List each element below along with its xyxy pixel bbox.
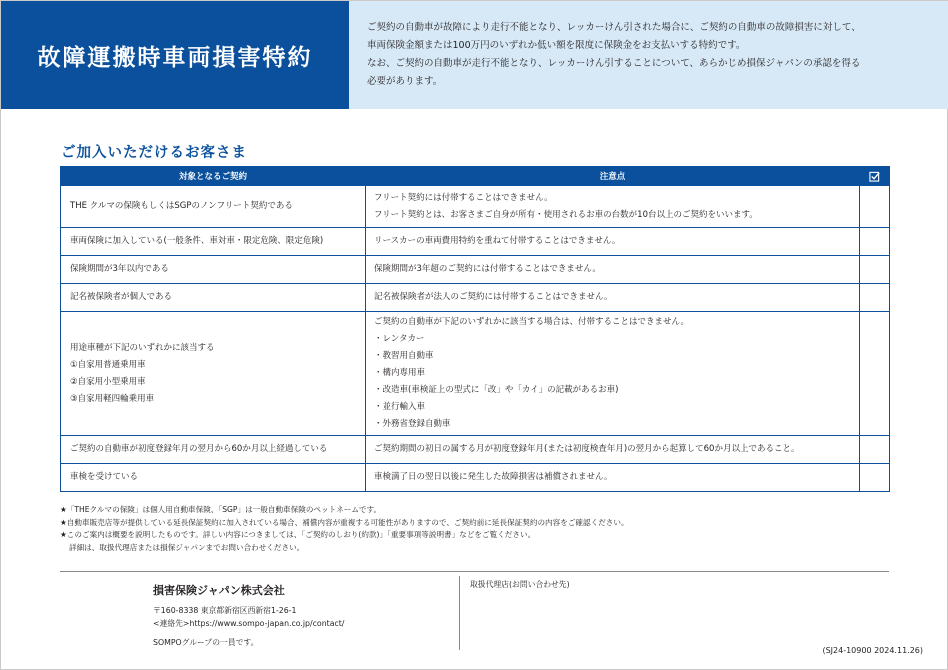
notes-text: フリート契約とは、お客さまご自身が所有・使用されるお車の台数が10台以上のご契約をいいます。 [374,209,758,220]
table-row [61,312,890,436]
target-cell [61,228,366,256]
company-address: 〒160-8338 東京都新宿区西新宿1-26-1 [153,606,297,615]
document-code: (SJ24-10900 2024.11.26) [822,646,923,655]
notes-text: ・並行輸入車 [374,402,426,412]
footnote: ★このご案内は概要を説明したものです。詳しい内容につきましては、「ご契約のしおり(約款)」「重要事項等説明書」などをご覧ください。 [60,530,536,539]
description-line: 必要があります。 [367,76,443,87]
footer-divider [60,571,889,572]
description-line: なお、ご契約の自動車が走行不能となり、レッカーけん引することについて、あらかじめ損保ジャパンの承認を得る [367,58,861,69]
section-title: ご加入いただけるお客さま [61,145,247,161]
company-info [153,583,344,648]
company-group: SOMPOグループの一員です。 [153,638,259,647]
footnotes [60,504,889,554]
notes-cell [366,312,860,436]
check-cell[interactable] [860,186,890,228]
table-row [61,228,890,256]
company-name: 損害保険ジャパン株式会社 [153,584,285,597]
header [1,1,948,109]
target-text: ご契約の自動車が初度登録年月の翌月から60か月以上経過している [70,444,328,454]
check-cell[interactable] [860,436,890,464]
agent-label: 取扱代理店(お問い合わせ先) [470,580,570,589]
target-text: THE クルマの保険もしくはSGPのノンフリート契約である [70,201,293,211]
table-row [61,256,890,284]
description-line: 車両保険金額または100万円のいずれか低い額を限度に保険金をお支払いする特約です。 [367,40,746,51]
target-text: 車両保険に加入している(一般条件、車対車・限定危険、限定危険) [70,236,324,246]
table-header-row [61,167,890,186]
notes-cell [366,436,860,464]
notes-cell [366,464,860,492]
notes-cell [366,186,860,228]
check-cell[interactable] [860,464,890,492]
notes-cell [366,228,860,256]
column-header-target: 対象となるご契約 [61,167,366,186]
description-line: ご契約の自動車が故障により走行不能となり、レッカーけん引された場合に、ご契約の自動車の故障損害に対して、 [367,22,861,33]
notes-text: ご契約期間の初日の属する月が初度登録年月(または初度検査年月)の翌月から起算して60か月以上であること。 [374,444,800,454]
checkbox-icon [869,171,880,182]
conditions-table [60,166,890,492]
notes-text: ・外務省登録自動車 [374,419,451,429]
company-contact: <連絡先>https://www.sompo-japan.co.jp/contact/ [153,619,345,628]
title-panel [1,1,349,109]
column-header-notes: 注意点 [366,167,860,186]
footnote: 詳細は、取扱代理店または損保ジャパンまでお問い合わせください。 [69,542,305,552]
target-cell [61,284,366,312]
notes-cell [366,284,860,312]
footer-vertical-divider [459,576,460,650]
description-panel [349,1,948,109]
footnote: ★「THEクルマの保険」は個人用自動車保険、「SGP」は一般自動車保険のペットネームです。 [60,505,382,514]
check-cell[interactable] [860,256,890,284]
target-text: ②自家用小型乗用車 [70,376,146,387]
check-cell[interactable] [860,228,890,256]
notes-cell [366,256,860,284]
notes-text: ・構内専用車 [374,368,426,378]
target-text: ③自家用軽四輪乗用車 [70,393,155,404]
notes-text: 記名被保険者が法人のご契約には付帯することはできません。 [374,292,613,302]
column-header-check [860,167,890,186]
check-cell[interactable] [860,312,890,436]
notes-text: ・レンタカー [374,334,425,344]
target-cell [61,464,366,492]
notes-text: フリート契約には付帯することはできません。 [374,192,553,203]
target-text: 車検を受けている [70,472,139,482]
table-row [61,464,890,492]
target-text: ①自家用普通乗用車 [70,359,146,370]
table-row [61,436,890,464]
notes-text: ご契約の自動車が下記のいずれかに該当する場合は、付帯することはできません。 [374,317,690,327]
notes-text: リースカーの車両費用特約を重ねて付帯することはできません。 [374,236,621,246]
table-row [61,284,890,312]
target-cell [61,312,366,436]
target-cell [61,186,366,228]
target-text: 保険期間が3年以内である [70,264,169,274]
notes-text: ・教習用自動車 [374,351,434,361]
table-row [61,186,890,228]
target-cell [61,436,366,464]
check-cell[interactable] [860,284,890,312]
footnote: ★自動車販売店等が提供している延長保証契約に加入されている場合、補償内容が重複する可能性がありますので、ご契約前に延長保証契約の内容をご確認ください。 [60,517,629,527]
notes-text: 車検満了日の翌日以後に発生した故障損害は補償されません。 [374,472,613,482]
company-address-block [153,604,344,630]
notes-text: 保険期間が3年超のご契約には付帯することはできません。 [374,264,601,274]
page-title: 故障運搬時車両損害特約 [37,44,313,71]
target-cell [61,256,366,284]
notes-text: ・改造車(車検証上の型式に「改」や「カイ」の記載があるお車) [374,385,619,395]
target-text: 用途車種が下記のいずれかに該当する [70,342,215,353]
target-text: 記名被保険者が個人である [70,292,173,302]
